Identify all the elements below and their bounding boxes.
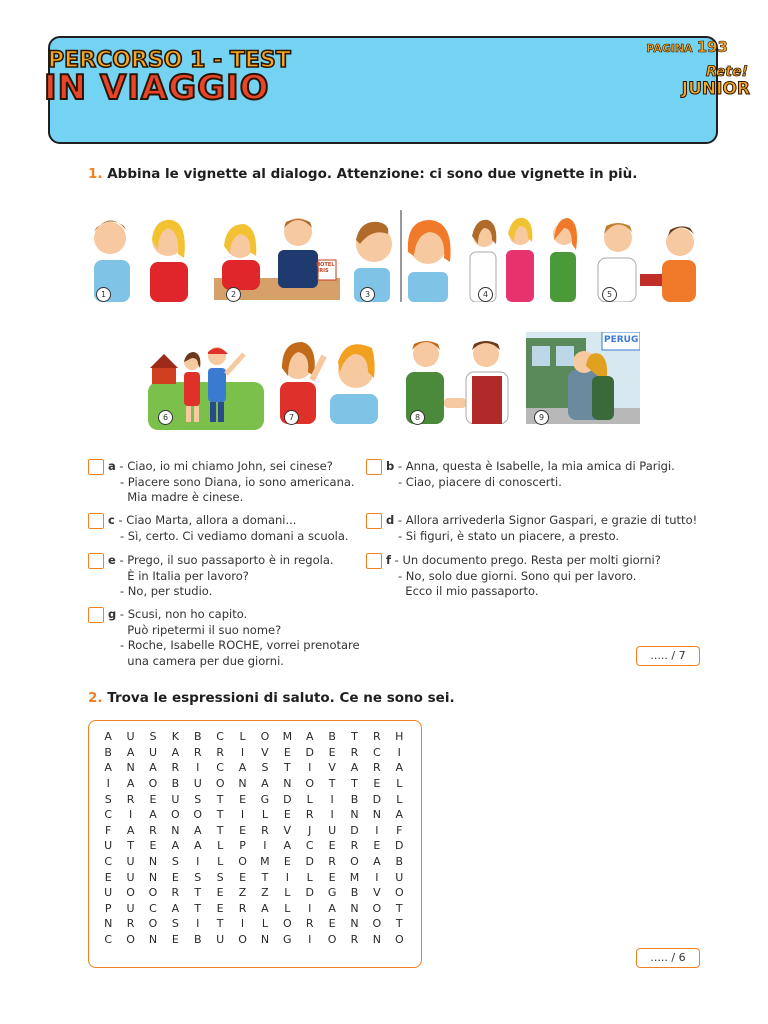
grid-letter[interactable]: Z [238, 886, 247, 900]
grid-letter[interactable]: I [308, 761, 312, 775]
grid-letter[interactable]: S [216, 870, 224, 884]
option-d [386, 513, 697, 544]
grid-letter[interactable]: Z [261, 886, 269, 900]
grid-letter[interactable]: O [238, 855, 247, 869]
option-letter: e [108, 553, 116, 567]
grid-letter[interactable]: T [127, 839, 134, 853]
grid-letter[interactable]: U [104, 886, 113, 900]
checkbox-c[interactable] [88, 513, 104, 529]
grid-letter[interactable]: U [216, 933, 225, 947]
grid-letter[interactable]: P [239, 839, 246, 853]
grid-letter[interactable]: O [148, 917, 158, 931]
grid-letter[interactable]: S [261, 761, 269, 775]
grid-letter[interactable]: T [216, 808, 224, 822]
checkbox-a[interactable] [88, 459, 104, 475]
grid-letter[interactable]: F [396, 823, 403, 837]
grid-letter[interactable]: B [328, 730, 336, 744]
option-f [386, 553, 661, 600]
grid-letter[interactable]: E [328, 839, 336, 853]
grid-letter[interactable]: L [261, 917, 268, 931]
dialogue-line: - Anna, questa è Isabelle, la mia amica di Parigi. [397, 459, 675, 473]
grid-letter[interactable]: E [216, 886, 224, 900]
grid-letter[interactable]: A [373, 855, 381, 869]
grid-letter[interactable]: R [171, 761, 180, 775]
page-title-line1: PERCORSO 1 - TEST [48, 48, 291, 73]
grid-letter[interactable]: I [196, 761, 200, 775]
grid-letter[interactable]: S [171, 917, 179, 931]
vignette-9-number: 9 [534, 410, 549, 425]
vignette-8-number: 8 [410, 410, 425, 425]
grid-letter[interactable]: A [305, 730, 314, 744]
grid-row [97, 885, 410, 901]
grid-letter[interactable]: L [306, 792, 313, 806]
grid-letter[interactable]: M [260, 855, 270, 869]
grid-letter[interactable]: I [196, 917, 200, 931]
grid-letter[interactable]: T [328, 777, 336, 791]
grid-letter[interactable]: B [193, 730, 202, 744]
option-letter: g [108, 607, 117, 621]
grid-letter[interactable]: E [149, 839, 157, 853]
exercise1-instruction [88, 166, 637, 182]
grid-letter[interactable]: A [261, 901, 269, 915]
grid-letter[interactable]: A [149, 761, 157, 775]
checkbox-f[interactable] [366, 553, 382, 569]
grid-letter[interactable]: C [149, 901, 157, 915]
grid-letter[interactable]: R [350, 933, 359, 947]
grid-letter[interactable]: E [216, 901, 224, 915]
dialogue-line: Mia madre è cinese. [120, 490, 244, 504]
grid-letter[interactable]: C [104, 933, 113, 947]
grid-letter[interactable]: E [149, 792, 157, 806]
grid-letter[interactable]: O [350, 855, 359, 869]
dialogue-line: - Un documento prego. Resta per molti giorni? [394, 553, 661, 567]
grid-letter[interactable]: I [330, 792, 334, 806]
grid-letter[interactable]: N [260, 933, 270, 947]
vignette-6-number: 6 [158, 410, 173, 425]
grid-letter[interactable]: U [126, 730, 135, 744]
option-b [386, 459, 675, 490]
grid-letter[interactable]: I [308, 933, 312, 947]
grid-letter[interactable]: M [349, 870, 360, 884]
vignette-1-number: 1 [96, 287, 111, 302]
option-e [108, 553, 334, 600]
option-letter: a [108, 459, 116, 473]
grid-letter[interactable]: I [128, 808, 133, 822]
grid-letter[interactable]: N [350, 901, 359, 915]
option-a [108, 459, 355, 506]
grid-letter[interactable]: D [372, 792, 382, 806]
grid-letter[interactable]: A [171, 839, 180, 853]
grid-letter[interactable]: E [104, 870, 112, 884]
grid-letter[interactable]: I [240, 808, 245, 822]
grid-letter[interactable]: U [126, 901, 135, 915]
grid-row [97, 791, 410, 807]
grid-letter[interactable]: C [305, 839, 314, 853]
grid-letter[interactable]: O [394, 933, 404, 947]
grid-letter[interactable]: U [395, 870, 404, 884]
grid-letter[interactable]: N [283, 777, 292, 791]
grid-letter[interactable]: U [171, 792, 180, 806]
grid-letter[interactable]: B [193, 933, 202, 947]
checkbox-b[interactable] [366, 459, 382, 475]
grid-letter[interactable]: I [375, 823, 379, 837]
grid-letter[interactable]: E [328, 745, 336, 759]
grid-letter[interactable]: B [395, 855, 404, 869]
grid-letter[interactable]: O [260, 730, 270, 744]
grid-letter[interactable]: N [148, 933, 158, 947]
grid-letter[interactable]: R [171, 886, 180, 900]
grid-row [97, 838, 410, 854]
grid-letter[interactable]: I [308, 901, 312, 915]
grid-letter[interactable]: E [239, 792, 247, 806]
dialogue-line: - Ciao Marta, allora a domani... [118, 513, 297, 527]
grid-letter[interactable]: E [373, 777, 381, 791]
grid-letter[interactable]: C [216, 761, 224, 775]
grid-letter[interactable]: L [239, 730, 246, 744]
grid-letter[interactable]: A [126, 823, 135, 837]
grid-letter[interactable]: N [104, 917, 113, 931]
grid-letter[interactable]: D [350, 823, 359, 837]
grid-row [97, 823, 410, 839]
grid-letter[interactable]: E [171, 933, 179, 947]
grid-row [97, 916, 410, 932]
option-g [108, 607, 360, 669]
grid-letter[interactable]: O [282, 917, 292, 931]
grid-letter[interactable]: E [239, 870, 247, 884]
grid-letter[interactable]: I [263, 839, 267, 853]
grid-letter[interactable]: A [350, 761, 359, 775]
grid-letter[interactable]: O [372, 901, 382, 915]
grid-letter[interactable]: F [105, 823, 112, 837]
grid-letter[interactable]: L [306, 870, 313, 884]
grid-letter[interactable]: C [104, 855, 113, 869]
grid-row [97, 932, 410, 948]
grid-letter[interactable]: R [238, 901, 247, 915]
grid-letter[interactable]: S [104, 792, 112, 806]
grid-letter[interactable]: O [215, 777, 225, 791]
station-sign: PERUG [604, 335, 639, 345]
grid-letter[interactable]: T [216, 917, 224, 931]
dialogue-line: - No, per studio. [120, 584, 213, 598]
dialogue-line: - Si figuri, è stato un piacere, a presto. [398, 528, 620, 543]
grid-letter[interactable]: B [350, 886, 359, 900]
grid-letter[interactable]: R [261, 823, 269, 837]
grid-letter[interactable]: J [308, 823, 312, 837]
grid-letter[interactable]: R [305, 917, 314, 931]
grid-letter[interactable]: T [351, 730, 358, 744]
grid-letter[interactable]: O [148, 777, 158, 791]
grid-letter[interactable]: A [395, 808, 404, 822]
dialogue-line: - Ciao, io mi chiamo John, sei cinese? [119, 459, 333, 473]
grid-letter[interactable]: U [148, 745, 157, 759]
dialogue-line: - Scusi, non ho capito. [119, 607, 248, 621]
grid-letter[interactable]: T [351, 777, 358, 791]
grid-letter[interactable]: R [193, 745, 202, 759]
grid-letter[interactable]: E [171, 870, 179, 884]
grid-letter[interactable]: U [193, 777, 202, 791]
grid-letter[interactable]: N [148, 870, 158, 884]
exercise1-text: Abbina le vignette al dialogo. Attenzione: ci sono due vignette in più. [107, 166, 638, 182]
grid-letter[interactable]: B [171, 777, 180, 791]
grid-letter[interactable]: E [239, 823, 247, 837]
grid-letter[interactable]: A [261, 777, 269, 791]
word-search-table [97, 729, 410, 947]
dialogue-line: - No, solo due giorni. Sono qui per lavoro. [398, 568, 637, 583]
grid-letter[interactable]: E [328, 917, 336, 931]
option-letter: c [108, 513, 115, 527]
grid-letter[interactable]: O [126, 933, 135, 947]
grid-letter[interactable]: O [327, 933, 337, 947]
grid-letter[interactable]: N [148, 855, 158, 869]
grid-letter[interactable]: L [284, 886, 291, 900]
grid-letter[interactable]: R [373, 761, 381, 775]
grid-letter[interactable]: C [373, 745, 381, 759]
page-number-label [646, 38, 728, 56]
grid-letter[interactable]: R [373, 730, 381, 744]
grid-letter[interactable]: D [395, 839, 404, 853]
brand-logo-top: Rete! [705, 64, 748, 80]
grid-letter[interactable]: T [261, 870, 269, 884]
grid-letter[interactable]: A [283, 839, 292, 853]
option-letter: f [386, 553, 392, 567]
grid-letter[interactable]: O [193, 808, 203, 822]
grid-letter[interactable]: I [285, 870, 289, 884]
grid-letter[interactable]: O [394, 886, 404, 900]
grid-letter[interactable]: I [397, 745, 401, 759]
grid-letter[interactable]: A [171, 745, 180, 759]
grid-letter[interactable]: R [126, 917, 135, 931]
grid-row [97, 729, 410, 745]
grid-letter[interactable]: N [372, 933, 381, 947]
grid-letter[interactable]: C [216, 730, 224, 744]
dialogue-line: È in Italia per lavoro? [120, 568, 249, 583]
grid-letter[interactable]: O [238, 933, 247, 947]
option-letter: d [386, 513, 395, 527]
grid-letter[interactable]: P [104, 901, 112, 915]
grid-letter[interactable]: O [126, 886, 135, 900]
grid-letter[interactable]: O [372, 917, 382, 931]
grid-letter[interactable]: G [260, 792, 270, 806]
grid-letter[interactable]: E [283, 745, 291, 759]
grid-row [97, 776, 410, 792]
grid-letter[interactable]: L [284, 901, 291, 915]
grid-letter[interactable]: A [126, 745, 135, 759]
grid-letter[interactable]: G [283, 933, 292, 947]
grid-letter[interactable]: A [104, 730, 112, 744]
grid-letter[interactable]: A [395, 761, 404, 775]
grid-row [97, 745, 410, 761]
grid-letter[interactable]: A [328, 901, 336, 915]
grid-letter[interactable]: L [261, 808, 268, 822]
grid-letter[interactable]: I [240, 917, 245, 931]
grid-letter[interactable]: N [350, 917, 359, 931]
grid-letter[interactable]: K [171, 730, 179, 744]
grid-letter[interactable]: A [171, 901, 180, 915]
grid-letter[interactable]: A [104, 761, 112, 775]
grid-letter[interactable]: A [126, 777, 135, 791]
grid-letter[interactable]: I [330, 808, 334, 822]
grid-letter[interactable]: B [104, 745, 112, 759]
grid-letter[interactable]: T [283, 761, 291, 775]
dialogue-line: - Piacere sono Diana, io sono americana. [120, 474, 355, 489]
grid-row [97, 807, 410, 823]
dialogue-line: - Roche, Isabelle ROCHE, vorrei prenotare [120, 638, 360, 652]
grid-letter[interactable]: V [261, 745, 269, 759]
grid-letter[interactable]: N [171, 823, 180, 837]
grid-letter[interactable]: S [149, 730, 157, 744]
grid-letter[interactable]: R [216, 745, 224, 759]
grid-letter[interactable]: O [305, 777, 315, 791]
grid-letter[interactable]: V [328, 761, 336, 775]
grid-letter[interactable]: R [328, 855, 336, 869]
grid-letter[interactable]: T [395, 901, 403, 915]
grid-letter[interactable]: U [328, 823, 337, 837]
dialogue-line: - Allora arrivederla Signor Gaspari, e grazie di tutto! [397, 513, 698, 527]
grid-letter[interactable]: D [305, 855, 314, 869]
checkbox-e[interactable] [88, 553, 104, 569]
vignette-5-number: 5 [602, 287, 617, 302]
grid-letter[interactable]: N [238, 777, 247, 791]
grid-letter[interactable]: C [104, 808, 113, 822]
grid-letter[interactable]: D [305, 886, 314, 900]
dialogue-line: - Sì, certo. Ci vediamo domani a scuola. [120, 528, 349, 543]
grid-letter[interactable]: V [283, 823, 292, 837]
exercise1-number: 1. [88, 166, 103, 182]
grid-letter[interactable]: R [350, 745, 359, 759]
word-search-grid [88, 720, 422, 968]
exercise1-score-box[interactable]: ..... / 7 [636, 646, 700, 666]
grid-letter[interactable]: T [395, 917, 403, 931]
grid-letter[interactable]: E [283, 808, 291, 822]
grid-row [97, 760, 410, 776]
grid-letter[interactable]: M [282, 730, 293, 744]
grid-row [97, 901, 410, 917]
grid-letter[interactable]: A [193, 839, 202, 853]
grid-letter[interactable]: T [216, 823, 224, 837]
checkbox-d[interactable] [366, 513, 382, 529]
grid-letter[interactable]: A [149, 808, 157, 822]
grid-letter[interactable]: I [106, 777, 110, 791]
grid-letter[interactable]: S [171, 855, 179, 869]
grid-row [97, 854, 410, 870]
grid-letter[interactable]: U [126, 855, 135, 869]
grid-letter[interactable]: R [126, 792, 135, 806]
grid-letter[interactable]: T [216, 792, 224, 806]
grid-letter[interactable]: B [350, 792, 359, 806]
grid-letter[interactable]: O [171, 808, 180, 822]
grid-letter[interactable]: N [126, 761, 135, 775]
vignette-7-number: 7 [284, 410, 299, 425]
checkbox-g[interactable] [88, 607, 104, 623]
grid-letter[interactable]: I [240, 745, 245, 759]
vignette-2-number: 2 [226, 287, 241, 302]
grid-letter[interactable]: E [373, 839, 381, 853]
grid-letter[interactable]: L [217, 855, 224, 869]
grid-letter[interactable]: D [283, 792, 292, 806]
grid-letter[interactable]: L [396, 792, 403, 806]
grid-letter[interactable]: S [194, 792, 202, 806]
grid-letter[interactable]: N [350, 808, 359, 822]
grid-letter[interactable]: A [193, 823, 202, 837]
grid-letter[interactable]: U [126, 870, 135, 884]
grid-letter[interactable]: T [194, 886, 202, 900]
grid-letter[interactable]: N [372, 808, 381, 822]
dialogue-line: Ecco il mio passaporto. [398, 584, 539, 598]
grid-letter[interactable]: G [327, 886, 337, 900]
grid-letter[interactable]: O [148, 886, 158, 900]
grid-letter[interactable]: R [149, 823, 157, 837]
dialogue-line: - Ciao, piacere di conoscerti. [398, 474, 562, 489]
grid-letter[interactable]: T [194, 901, 202, 915]
option-letter: b [386, 459, 395, 473]
page-title-line2: IN VIAGGIO [44, 68, 270, 108]
grid-letter[interactable]: V [373, 886, 381, 900]
grid-letter[interactable]: I [196, 855, 200, 869]
grid-letter[interactable]: R [350, 839, 359, 853]
page-label-text: PAGINA [646, 42, 693, 55]
grid-letter[interactable]: L [396, 777, 403, 791]
exercise2-text: Trova le espressioni di saluto. Ce ne sono sei. [107, 690, 455, 706]
grid-letter[interactable]: L [217, 839, 224, 853]
grid-letter[interactable]: R [305, 808, 314, 822]
option-c [108, 513, 349, 544]
grid-letter[interactable]: U [104, 839, 113, 853]
exercise2-number: 2. [88, 690, 103, 706]
grid-letter[interactable]: E [328, 870, 336, 884]
brand-logo-bottom: JUNIOR [681, 79, 750, 99]
dialogue-line: Può ripetermi il suo nome? [120, 622, 282, 637]
dialogue-line: - Prego, il suo passaporto è in regola. [119, 553, 334, 567]
grid-letter[interactable]: E [283, 855, 291, 869]
grid-row [97, 869, 410, 885]
grid-letter[interactable]: H [395, 730, 404, 744]
grid-letter[interactable]: I [375, 870, 379, 884]
grid-letter[interactable]: A [238, 761, 247, 775]
grid-letter[interactable]: S [194, 870, 202, 884]
grid-letter[interactable]: D [305, 745, 314, 759]
exercise2-score-box[interactable]: ..... / 6 [636, 948, 700, 968]
hotel-sign: HOTEL IRIS [316, 262, 335, 274]
exercise2-instruction [88, 690, 455, 706]
vignette-4-number: 4 [478, 287, 493, 302]
dialogue-line: una camera per due giorni. [120, 653, 284, 668]
vignette-3-number: 3 [360, 287, 375, 302]
page-number: 193 [696, 38, 728, 56]
